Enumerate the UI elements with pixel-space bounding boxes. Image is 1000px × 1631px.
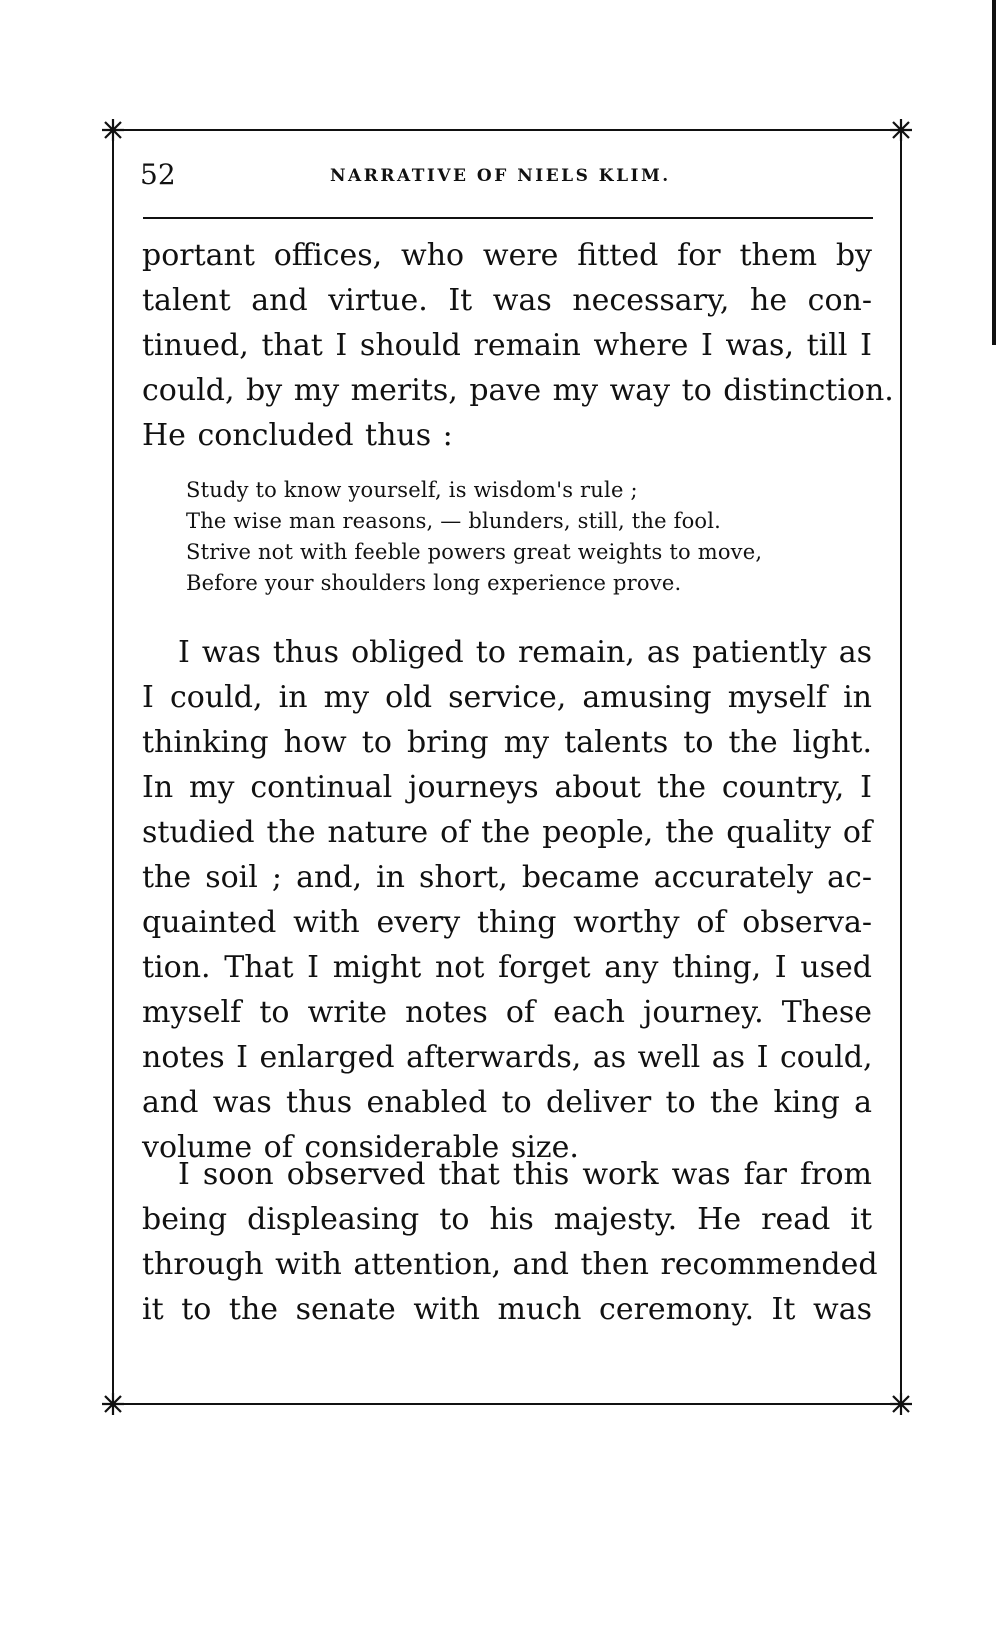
text-line: studied the nature of the people, the quality of — [142, 815, 872, 850]
frame-right-rule — [900, 129, 902, 1405]
page-number: 52 — [140, 158, 176, 191]
header-rule — [143, 217, 873, 219]
text-line: tinued, that I should remain where I was, till I — [142, 328, 872, 363]
text-line: it to the senate with much ceremony. It was — [142, 1292, 872, 1327]
text-line: myself to write notes of each journey. These — [142, 995, 872, 1030]
text-line: I could, in my old service, amusing myself in — [142, 680, 872, 715]
frame-top-rule — [112, 129, 902, 131]
frame-bottom-rule — [112, 1403, 902, 1405]
verse-quotation — [186, 475, 762, 599]
text-line: I soon observed that this work was far from — [178, 1157, 872, 1192]
corner-star-icon — [889, 118, 913, 142]
text-line: could, by my merits, pave my way to distinction. — [142, 373, 894, 408]
frame-left-rule — [112, 129, 114, 1405]
corner-star-icon — [101, 1392, 125, 1416]
verse-line: Study to know yourself, is wisdom's rule ; — [186, 478, 638, 502]
text-line: portant offices, who were fitted for them by — [142, 238, 872, 273]
text-line: through with attention, and then recommended — [142, 1247, 878, 1282]
binding-edge — [992, 0, 996, 345]
corner-star-icon — [101, 118, 125, 142]
text-line: the soil ; and, in short, became accurately ac- — [142, 860, 872, 895]
text-line: notes I enlarged afterwards, as well as I could, — [142, 1040, 873, 1075]
text-line: I was thus obliged to remain, as patiently as — [178, 635, 872, 670]
verse-line: Before your shoulders long experience prove. — [186, 571, 682, 595]
corner-star-icon — [889, 1392, 913, 1416]
text-line: In my continual journeys about the country, I — [142, 770, 872, 805]
text-line: and was thus enabled to deliver to the king a — [142, 1085, 872, 1120]
running-head: NARRATIVE OF NIELS KLIM. — [330, 166, 671, 186]
text-line: thinking how to bring my talents to the light. — [142, 725, 872, 760]
text-line: being displeasing to his majesty. He read it — [142, 1202, 872, 1237]
verse-line: The wise man reasons, — blunders, still, the fool. — [186, 509, 722, 533]
text-line: talent and virtue. It was necessary, he con- — [142, 283, 872, 318]
text-line: volume of considerable size. — [142, 1130, 579, 1165]
text-line: He concluded thus : — [142, 418, 453, 453]
paragraph-1 — [142, 233, 894, 458]
text-line: quainted with every thing worthy of observa- — [142, 905, 872, 940]
verse-line: Strive not with feeble powers great weights to move, — [186, 540, 763, 564]
text-line: tion. That I might not forget any thing, I used — [142, 950, 872, 985]
paragraph-3 — [142, 1152, 878, 1332]
paragraph-2 — [142, 630, 872, 1170]
